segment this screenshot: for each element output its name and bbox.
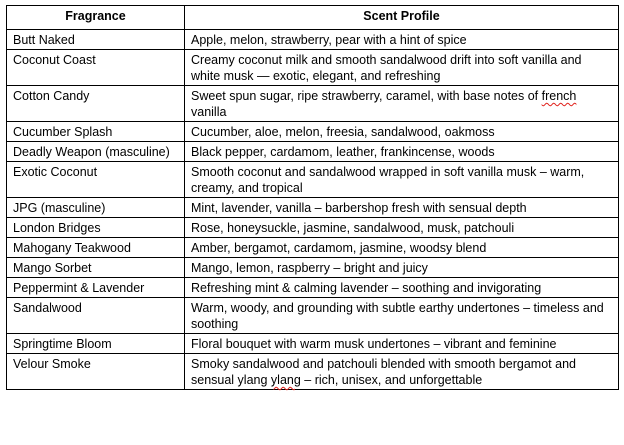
table-row — [7, 334, 619, 354]
scent-profile: Floral bouquet with warm musk undertones – vibrant and feminine — [185, 334, 619, 354]
table-row — [7, 30, 619, 50]
fragrance-name: Springtime Bloom — [7, 334, 185, 354]
fragrance-name: Cotton Candy — [7, 86, 185, 122]
scent-profile: Amber, bergamot, cardamom, jasmine, woodsy blend — [185, 238, 619, 258]
scent-profile: Refreshing mint & calming lavender – soothing and invigorating — [185, 278, 619, 298]
fragrance-name: Mahogany Teakwood — [7, 238, 185, 258]
table-row — [7, 86, 619, 122]
scent-profile: Mint, lavender, vanilla – barbershop fresh with sensual depth — [185, 198, 619, 218]
table-row — [7, 258, 619, 278]
scent-profile-text: Smoky sandalwood and patchouli blended with smooth bergamot and sensual ylang — [191, 357, 576, 387]
fragrance-name: Cucumber Splash — [7, 122, 185, 142]
scent-profile-text: Sweet spun sugar, ripe strawberry, caramel, with base notes of — [191, 89, 542, 103]
fragrance-name: Mango Sorbet — [7, 258, 185, 278]
fragrance-name: Butt Naked — [7, 30, 185, 50]
scent-profile: Creamy coconut milk and smooth sandalwood drift into soft vanilla and white musk — exotic, elegant, and refreshing — [185, 50, 619, 86]
fragrance-name: JPG (masculine) — [7, 198, 185, 218]
table-row — [7, 122, 619, 142]
fragrance-name: London Bridges — [7, 218, 185, 238]
table-row — [7, 218, 619, 238]
table-row — [7, 238, 619, 258]
scent-profile: Warm, woody, and grounding with subtle earthy undertones – timeless and soothing — [185, 298, 619, 334]
scent-profile: Mango, lemon, raspberry – bright and juicy — [185, 258, 619, 278]
scent-profile — [185, 354, 619, 390]
fragrance-name: Coconut Coast — [7, 50, 185, 86]
header-scent-profile: Scent Profile — [185, 6, 619, 30]
table-row — [7, 298, 619, 334]
table-row — [7, 50, 619, 86]
fragrance-name: Velour Smoke — [7, 354, 185, 390]
table-row — [7, 278, 619, 298]
scent-profile: Black pepper, cardamom, leather, frankincense, woods — [185, 142, 619, 162]
table-row — [7, 162, 619, 198]
fragrance-name: Sandalwood — [7, 298, 185, 334]
fragrance-name: Exotic Coconut — [7, 162, 185, 198]
header-row — [7, 6, 619, 30]
scent-profile — [185, 86, 619, 122]
scent-profile: Rose, honeysuckle, jasmine, sandalwood, musk, patchouli — [185, 218, 619, 238]
header-fragrance: Fragrance — [7, 6, 185, 30]
table-row — [7, 142, 619, 162]
scent-profile-text: vanilla — [191, 105, 227, 119]
fragrance-name: Deadly Weapon (masculine) — [7, 142, 185, 162]
fragrance-table — [6, 5, 619, 390]
misspelled-word: french — [541, 89, 577, 103]
scent-profile: Smooth coconut and sandalwood wrapped in soft vanilla musk – warm, creamy, and tropical — [185, 162, 619, 198]
misspelled-word: ylang — [270, 373, 301, 387]
table-row — [7, 198, 619, 218]
scent-profile: Cucumber, aloe, melon, freesia, sandalwood, oakmoss — [185, 122, 619, 142]
table-row — [7, 354, 619, 390]
fragrance-name: Peppermint & Lavender — [7, 278, 185, 298]
scent-profile-text: – rich, unisex, and unforgettable — [300, 373, 483, 387]
scent-profile: Apple, melon, strawberry, pear with a hint of spice — [185, 30, 619, 50]
